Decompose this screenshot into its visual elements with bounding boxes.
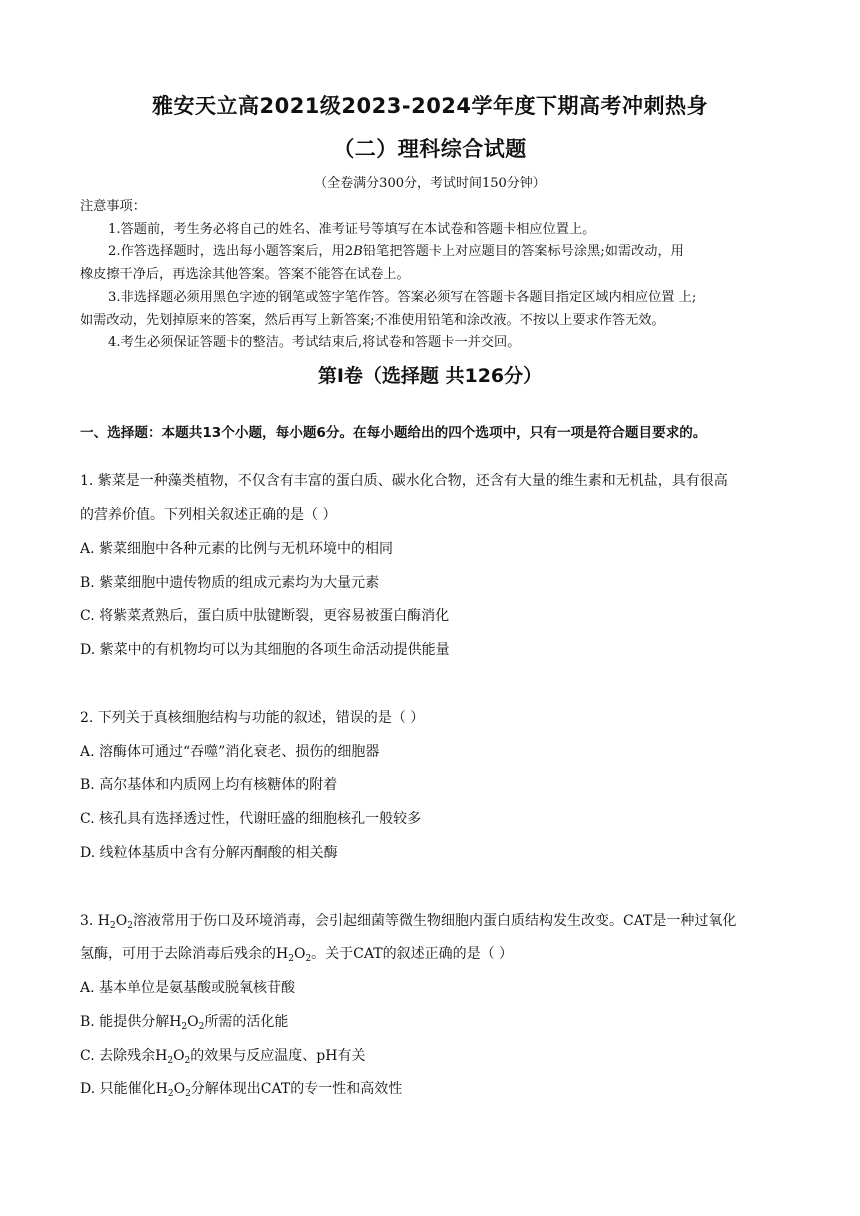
question-1-stem-cont: 的营养价值。下列相关叙述正确的是（ ） (80, 507, 337, 523)
question-2-option-c: C. 核孔具有选择透过性，代谢旺盛的细胞核孔一般较多 (80, 811, 422, 827)
question-2-option-b: B. 高尔基体和内质网上均有核糖体的附着 (80, 777, 338, 793)
question-3-option-c: C. 去除残余$H_2O_2$的效果与反应温度、pH有关 (80, 1048, 366, 1066)
question-2-option-a: A. 溶酶体可通过“吞噬”消化衰老、损伤的细胞器 (80, 744, 380, 760)
note-item-2-cont: 橡皮擦干净后，再选涂其他答案。答案不能答在试卷上。 (80, 267, 410, 282)
question-1-stem: 1. 紫菜是一种藻类植物，不仅含有丰富的蛋白质、碳水化合物，还含有大量的维生素和无机盐，具有很高 (80, 473, 728, 489)
question-3-option-d: D. 只能催化$H_2O_2$分解体现出CAT的专一性和高效性 (80, 1081, 403, 1099)
section-title: 第Ⅰ卷（选择题 共126分） (317, 365, 543, 387)
exam-title-line1: 雅安天立高2021级2023-2024学年度下期高考冲刺热身 (151, 94, 709, 118)
question-1-option-a: A. 紫菜细胞中各种元素的比例与无机环境中的相同 (80, 541, 394, 557)
exam-subtitle: （全卷满分300分，考试时间150分钟） (314, 176, 546, 191)
question-3-stem: 3. $H_2O_2$溶液常用于伤口及环境消毒，会引起细菌等微生物细胞内蛋白质结构发生改变。CAT是一种过氧化 (80, 913, 737, 931)
question-1-option-d: D. 紫菜中的有机物均可以为其细胞的各项生命活动提供能量 (80, 642, 450, 658)
part-title: 一、选择题：本题共13个小题，每小题6分。在每小题给出的四个选项中，只有一项是符合题目要求的。 (80, 425, 707, 441)
question-2-stem: 2. 下列关于真核细胞结构与功能的叙述，错误的是（ ） (80, 710, 425, 726)
note-item-1: 1.答题前，考生务必将自己的姓名、准考证号等填写在本试卷和答题卡相应位置上。 (108, 222, 596, 237)
notes-heading: 注意事项： (80, 199, 146, 214)
exam-title-line2: （二）理科综合试题 (333, 137, 527, 161)
question-3-option-b: B. 能提供分解$H_2O_2$所需的活化能 (80, 1014, 289, 1032)
question-1-option-c: C. 将紫菜煮熟后，蛋白质中肽键断裂，更容易被蛋白酶消化 (80, 608, 450, 624)
question-2-option-d: D. 线粒体基质中含有分解丙酮酸的相关酶 (80, 845, 338, 861)
note-item-3-cont: 如需改动，先划掉原来的答案，然后再写上新答案;不准使用铅笔和涂改液。不按以上要求作答无效。 (80, 313, 665, 328)
question-3-stem-cont: 氢酶，可用于去除消毒后残余的$H_2O_2$。关于CAT的叙述正确的是（ ） (80, 946, 514, 964)
note-item-3: 3.非选择题必须用黑色字迹的钢笔或签字笔作答。答案必须写在答题卡各题目指定区域内相应位置 上; (108, 290, 697, 305)
question-3-option-a: A. 基本单位是氨基酸或脱氧核苷酸 (80, 980, 296, 996)
note-item-2: 2.作答选择题时，选出每小题答案后，用2B铅笔把答题卡上对应题目的答案标号涂黑;如需改动，用 (108, 244, 684, 259)
note-item-4: 4.考生必须保证答题卡的整洁。考试结束后,将试卷和答题卡一并交回。 (108, 335, 521, 350)
question-1-option-b: B. 紫菜细胞中遗传物质的组成元素均为大量元素 (80, 575, 380, 591)
